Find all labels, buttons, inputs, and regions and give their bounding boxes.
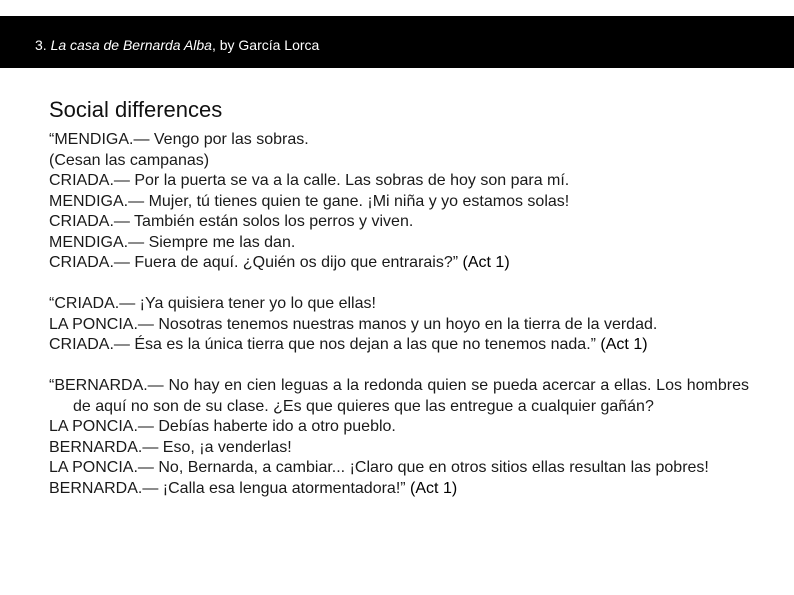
quote-line: MENDIGA.— Siempre me las dan. [49, 233, 296, 251]
quote-line-text: BERNARDA.— ¡Calla esa lengua atormentadora!” [49, 479, 406, 497]
quote-line-last [49, 335, 749, 356]
quote-line: MENDIGA.— Mujer, tú tienes quien te gane. ¡Mi niña y yo estamos solas! [49, 192, 570, 210]
author-byline: , by García Lorca [211, 37, 320, 53]
quote-line-last [49, 479, 749, 500]
stage-direction: (Cesan las campanas) [49, 151, 210, 169]
slide-header [35, 37, 319, 54]
quote-line-text: CRIADA.— Fuera de aquí. ¿Quién os dijo que entrarais?” [49, 254, 459, 271]
quote-block-2 [49, 294, 749, 356]
quote-line: CRIADA.— También están solos los perros y viven. [49, 213, 414, 230]
quote-line: CRIADA.— Por la puerta se va a la calle. Las sobras de hoy son para mí. [49, 172, 570, 189]
act-reference: (Act 1) [405, 479, 458, 497]
quote-line: BERNARDA.— Eso, ¡a venderlas! [49, 438, 292, 456]
quote-block-1 [49, 130, 749, 274]
quote-line: LA PONCIA.— No, Bernarda, a cambiar... ¡Claro que en otros sitios ellas resultan las pobres! [49, 459, 709, 476]
slide-title: Social differences [49, 97, 223, 122]
slide-number: 3. [35, 37, 47, 53]
quote-line: LA PONCIA.— Nosotras tenemos nuestras manos y un hoyo en la tierra de la verdad. [49, 315, 658, 333]
quote-block-3 [49, 376, 749, 499]
act-reference: (Act 1) [595, 336, 648, 353]
quote-line: LA PONCIA.— Debías haberte ido a otro pueblo. [49, 418, 396, 435]
play-title: La casa de Bernarda Alba [50, 37, 212, 53]
quote-line: “CRIADA.— ¡Ya quisiera tener yo lo que ellas! [49, 295, 376, 312]
quote-line: “MENDIGA.— Vengo por las sobras. [49, 131, 309, 148]
quote-line: “BERNARDA.— No hay en cien leguas a la redonda quien se pueda acercar a ellas. Los hombres de aquí no son de su clase. ¿Es que quieres que las entregue a cualquier gañán? [49, 377, 749, 415]
quote-line-text: CRIADA.— Ésa es la única tierra que nos dejan a las que no tenemos nada.” [49, 336, 596, 353]
quote-line-last [49, 253, 749, 274]
quotes-container [49, 130, 749, 499]
act-reference: (Act 1) [458, 254, 510, 271]
